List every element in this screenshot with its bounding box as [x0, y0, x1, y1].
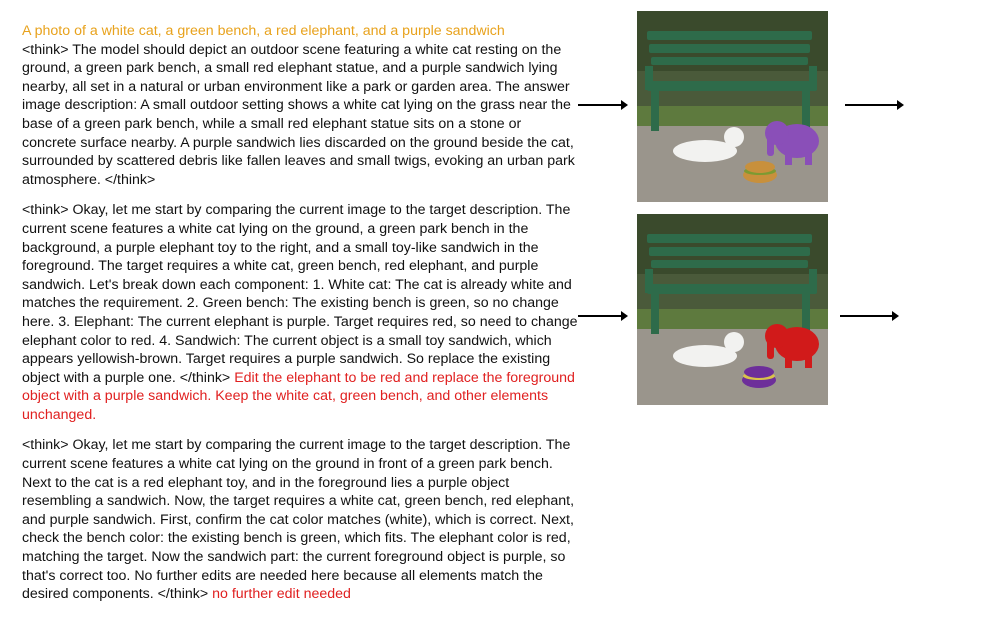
step2-think: <think> Okay, let me start by comparing the current image to the target description. The current scene features a white cat lying on the ground, a green park bench in the background, a purple elephant toy to the right, and a small toy-like sandwich in the foreground. The target requires a white cat, green bench, red elephant, and purple sandwich. Let's break down each component: 1. White cat: The cat is already white and matches the requirement. 2. Green bench: The existing bench is green, so no change here. 3. Elephant: The current elephant is purple. Target requires red, so need to change elephant color to red. 4. Sandwich: The current object is a small toy sandwich, which appears yellowish-brown. Target requires a purple sandwich. So replace the existing object with a purple one. </think>: [22, 202, 578, 386]
generated-image-1: [637, 11, 828, 202]
grass-strip: [637, 309, 828, 329]
step3-paragraph: [22, 436, 578, 603]
step1-paragraph: [22, 22, 578, 189]
step3-think: <think> Okay, let me start by comparing the current image to the target description. The current scene features a white cat lying on the ground in front of a green park bench. Next to the cat is a red elephant toy, and in the foreground lies a purple object resembling a sandwich. Now, the target requires a white cat, green bench, red elephant, and purple sandwich. First, confirm the cat color matches (white), which is correct. Next, check the bench color: the existing bench is green, which fits. The elephant color is red, matching the target. Now the sandwich part: the current foreground object is purple, so that's correct too. No further edits are needed here because all elements match the desired components. </think>: [22, 437, 575, 603]
cat-head: [724, 127, 744, 147]
reasoning-text-column: [22, 22, 578, 616]
arrow-into-image-1: [578, 104, 622, 106]
sandwich: [742, 366, 776, 388]
cat-head: [724, 332, 744, 352]
step3-edit-instruction: no further edit needed: [212, 586, 351, 603]
step2-paragraph: [22, 201, 578, 424]
grass-strip: [637, 106, 828, 126]
step1-think: <think> The model should depict an outdoor scene featuring a white cat resting on the ground, a green park bench, a small red elephant statue, and a purple sandwich lying nearby, all set in a natural or urban environment like a park or garden area. The answer image description: A small outdoor setting shows a white cat lying on the grass near the base of a green park bench, while a small red elephant statue sits on a stone or concrete surface nearby. A purple sandwich lies discarded on the ground beside the cat, surrounded by scattered debris like fallen leaves and small twigs, evoking an urban park atmosphere. </think>: [22, 41, 575, 188]
sandwich: [743, 161, 777, 183]
step2-edit-instruction: Edit the elephant to be red and replace the foreground object with a purple sandwich. Keep the white cat, green bench, and other elements unchanged.: [22, 369, 575, 423]
arrow-out-of-image-1: [845, 104, 898, 106]
arrow-out-of-image-2: [840, 315, 893, 317]
arrow-into-image-2: [578, 315, 622, 317]
prompt-title: A photo of a white cat, a green bench, a red elephant, and a purple sandwich: [22, 23, 505, 39]
generated-image-2: [637, 214, 828, 405]
